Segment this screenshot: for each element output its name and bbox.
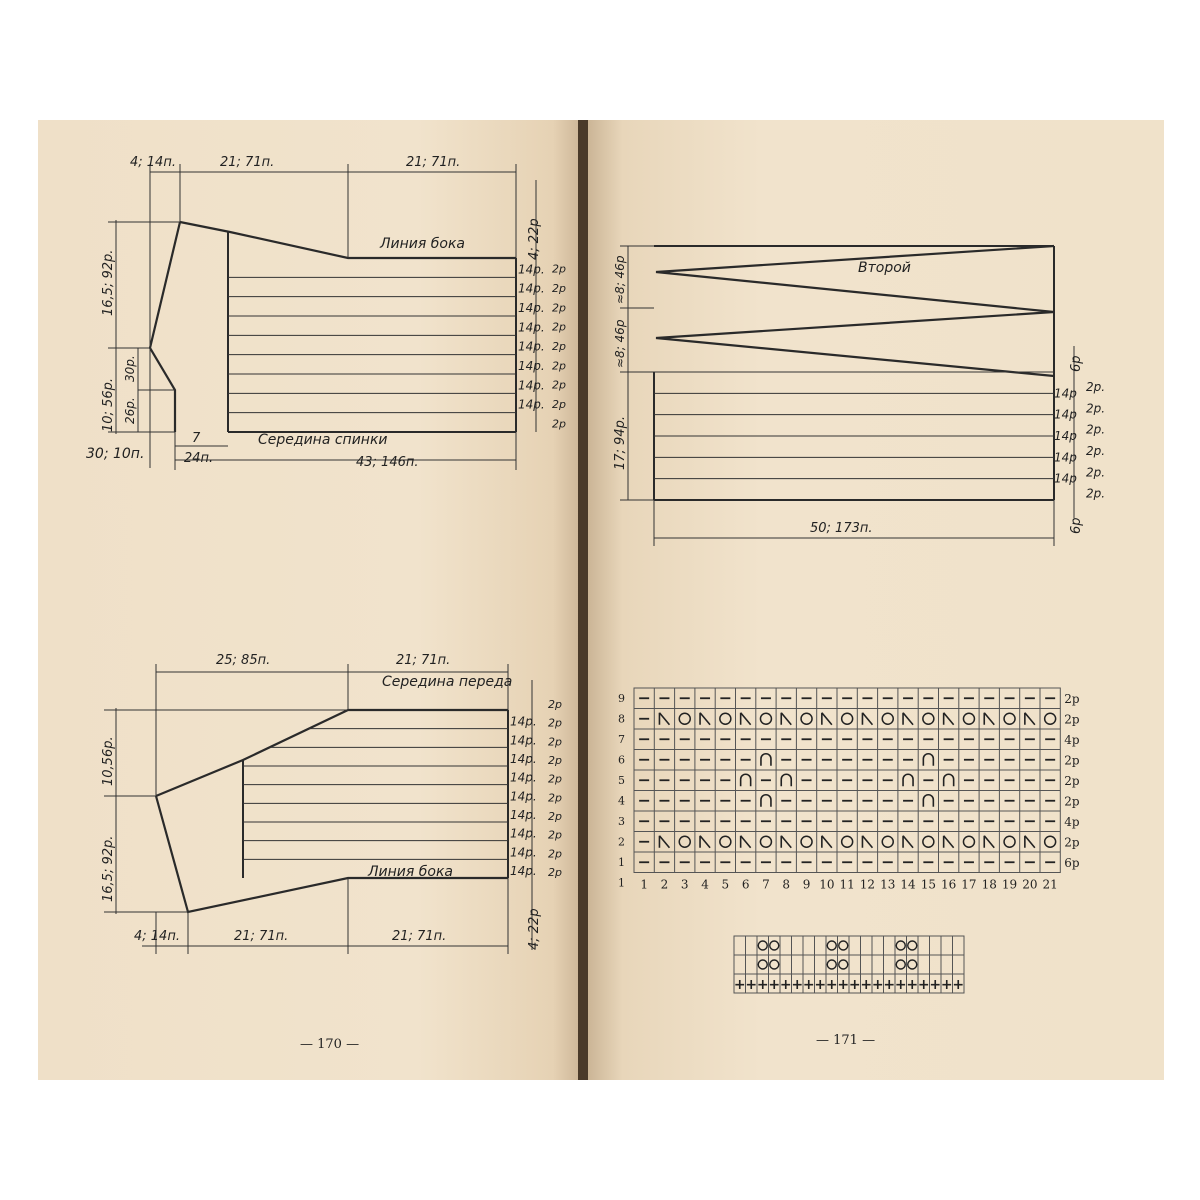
chart-row-number: 1 bbox=[618, 856, 625, 869]
small-chart-circle-symbol bbox=[827, 941, 836, 950]
yarn-over-symbol bbox=[882, 713, 893, 724]
yarn-over-symbol bbox=[801, 836, 812, 847]
back-row-mark: 14р. bbox=[518, 301, 545, 315]
decrease-symbol bbox=[781, 713, 791, 725]
decrease-symbol bbox=[741, 713, 751, 725]
front-row-mark: 14р. bbox=[510, 864, 537, 878]
right-page-diagrams bbox=[588, 120, 1164, 1080]
back-dim-bottom-2: 24п. bbox=[184, 451, 214, 466]
small-chart-plus-symbol: + bbox=[940, 977, 953, 993]
chart-col-number: 3 bbox=[680, 877, 689, 892]
small-chart-plus-symbol: + bbox=[917, 977, 930, 993]
decrease-symbol bbox=[659, 713, 669, 725]
chart-col-number: 20 bbox=[1022, 877, 1038, 892]
cable-symbol bbox=[761, 795, 771, 807]
cable-symbol bbox=[903, 774, 913, 786]
back-row-count: 2р bbox=[552, 282, 566, 295]
small-chart-plus-symbol: + bbox=[860, 977, 873, 993]
back-dim-top-3: 21; 71п. bbox=[406, 155, 461, 170]
chart-row-count: 2р bbox=[1064, 692, 1080, 706]
front-row-count: 2р bbox=[548, 772, 562, 786]
chart-row-number: 5 bbox=[618, 774, 625, 787]
decrease-symbol bbox=[1025, 836, 1035, 848]
yarn-over-symbol bbox=[720, 713, 731, 724]
back-dim-right-top: 4; 22р bbox=[527, 218, 542, 260]
back-row-mark: 14р. bbox=[518, 281, 545, 296]
small-chart-plus-symbol: + bbox=[825, 977, 838, 993]
back-row-mark: 14р. bbox=[518, 378, 545, 393]
cable-symbol bbox=[781, 774, 791, 786]
page-number-right: — 171 — bbox=[816, 1033, 876, 1048]
chart-row-number: 9 bbox=[618, 692, 625, 705]
back-row-mark: 14р. bbox=[518, 320, 545, 335]
small-chart-plus-symbol: + bbox=[883, 977, 896, 993]
chart-col-number: 15 bbox=[920, 877, 936, 892]
collar-row-mark: 14р bbox=[1054, 386, 1077, 401]
yarn-over-symbol bbox=[1004, 836, 1015, 847]
chart-row-count: 4р bbox=[1064, 733, 1080, 747]
yarn-over-symbol bbox=[842, 836, 853, 847]
back-dim-left-4: 26р. bbox=[123, 397, 137, 424]
chart-col-number: 9 bbox=[802, 877, 811, 892]
front-row-count: 2р bbox=[548, 716, 562, 730]
yarn-over-symbol bbox=[1045, 713, 1056, 724]
chart-col-number: 19 bbox=[1001, 877, 1018, 892]
front-row-count: 2р bbox=[548, 791, 562, 805]
chart-row-count: 2р bbox=[1064, 753, 1080, 768]
chart-row-count: 2р bbox=[1064, 835, 1080, 850]
chart-col-number: 1 bbox=[640, 877, 648, 892]
decrease-symbol bbox=[944, 713, 954, 725]
front-row-mark: 14р. bbox=[510, 845, 537, 860]
cable-symbol bbox=[923, 795, 933, 807]
small-chart-plus-symbol: + bbox=[871, 977, 884, 993]
back-row-count: 2р bbox=[552, 378, 566, 392]
decrease-symbol bbox=[741, 836, 751, 848]
chart-col-number: 5 bbox=[721, 877, 730, 892]
cable-symbol bbox=[944, 774, 954, 786]
cable-symbol bbox=[923, 754, 933, 766]
decrease-symbol bbox=[984, 713, 994, 725]
collar-row-count: 2р. bbox=[1086, 379, 1106, 394]
yarn-over-symbol bbox=[963, 713, 974, 724]
front-row-mark: 14р. bbox=[510, 789, 537, 804]
yarn-over-symbol bbox=[679, 713, 690, 724]
small-chart-circle-symbol bbox=[896, 960, 905, 969]
small-chart-plus-symbol: + bbox=[894, 977, 907, 993]
back-row-count: 2р bbox=[552, 340, 566, 353]
small-stitch-chart bbox=[734, 936, 964, 993]
chart-col-number: 6 bbox=[741, 877, 750, 892]
front-dim-bottom-3: 21; 71п. bbox=[392, 929, 447, 944]
decrease-symbol bbox=[700, 713, 710, 725]
front-row-mark: 14р. bbox=[510, 808, 537, 822]
decrease-symbol bbox=[903, 836, 913, 848]
yarn-over-symbol bbox=[760, 836, 771, 847]
small-chart-plus-symbol: + bbox=[837, 977, 850, 993]
small-chart-circle-symbol bbox=[908, 941, 917, 950]
collar-row-count: 2р. bbox=[1086, 486, 1106, 501]
chart-row-number: 7 bbox=[618, 733, 625, 746]
chart-col-number: 16 bbox=[941, 877, 957, 892]
back-row-count: 2р bbox=[552, 320, 566, 334]
yarn-over-symbol bbox=[801, 713, 812, 724]
front-row-mark: 14р. bbox=[510, 714, 537, 729]
decrease-symbol bbox=[700, 836, 710, 848]
left-page bbox=[38, 120, 580, 1080]
collar-pattern-diagram bbox=[613, 246, 1105, 546]
back-dim-bottom-4: 43; 146п. bbox=[356, 455, 419, 470]
front-row-count: 2р bbox=[548, 698, 562, 711]
cable-symbol bbox=[761, 754, 771, 766]
front-dim-left-2: 16,5; 92р. bbox=[101, 835, 116, 902]
front-row-count: 2р bbox=[548, 754, 562, 767]
front-row-mark: 14р. bbox=[510, 770, 537, 785]
back-row-count: 2р bbox=[552, 359, 566, 373]
right-page bbox=[588, 120, 1164, 1080]
back-center-label: Середина спинки bbox=[258, 432, 388, 448]
back-dim-left-3: 30р. bbox=[123, 355, 137, 382]
small-chart-plus-symbol: + bbox=[745, 977, 758, 993]
front-dim-right-bottom: 4; 22р bbox=[527, 908, 542, 950]
yarn-over-symbol bbox=[963, 836, 974, 847]
small-chart-plus-symbol: + bbox=[779, 977, 792, 993]
chart-col-number: 18 bbox=[981, 877, 997, 892]
small-chart-circle-symbol bbox=[839, 941, 848, 950]
back-dim-top-1: 4; 14п. bbox=[130, 155, 176, 170]
decrease-symbol bbox=[781, 836, 791, 848]
small-chart-plus-symbol: + bbox=[848, 977, 861, 993]
yarn-over-symbol bbox=[882, 836, 893, 847]
collar-dim-right-bottom: 6р bbox=[1069, 517, 1084, 534]
chart-col-number: 2 bbox=[660, 877, 669, 892]
front-row-count: 2р bbox=[548, 735, 562, 749]
chart-col-number: 13 bbox=[880, 877, 896, 892]
small-chart-plus-symbol: + bbox=[733, 977, 746, 993]
collar-dim-left-3: 17; 94р. bbox=[613, 416, 628, 470]
open-book-spread bbox=[38, 120, 1164, 1080]
small-chart-circle-symbol bbox=[758, 960, 767, 969]
yarn-over-symbol bbox=[1004, 713, 1015, 724]
decrease-symbol bbox=[822, 713, 832, 725]
front-row-count: 2р bbox=[548, 847, 562, 861]
chart-col-number: 11 bbox=[839, 877, 855, 892]
small-chart-plus-symbol: + bbox=[791, 977, 804, 993]
collar-row-mark: 14р bbox=[1054, 407, 1077, 422]
chart-row-count: 2р bbox=[1064, 712, 1080, 727]
back-dim-bottom-1: 7 bbox=[192, 431, 201, 446]
small-chart-plus-symbol: + bbox=[802, 977, 815, 993]
chart-col-number: 10 bbox=[819, 877, 835, 892]
left-page-diagrams bbox=[38, 120, 580, 1080]
decrease-symbol bbox=[1025, 713, 1035, 725]
collar-row-count: 2р. bbox=[1086, 401, 1106, 416]
chart-row-number: 8 bbox=[618, 712, 625, 726]
back-dim-bottom-3: 30; 10п. bbox=[86, 446, 145, 462]
yarn-over-symbol bbox=[720, 836, 731, 847]
small-chart-circle-symbol bbox=[758, 941, 767, 950]
chart-row-number: 2 bbox=[618, 835, 625, 849]
small-chart-plus-symbol: + bbox=[814, 977, 827, 993]
back-row-count: 2р bbox=[552, 262, 566, 276]
collar-label: Второй bbox=[858, 260, 911, 276]
front-row-count: 2р bbox=[548, 828, 562, 842]
decrease-symbol bbox=[944, 836, 954, 848]
front-dim-left-1: 10,56р. bbox=[101, 736, 116, 786]
small-chart-circle-symbol bbox=[770, 941, 779, 950]
yarn-over-symbol bbox=[1045, 836, 1056, 847]
chart-col-number: 8 bbox=[782, 877, 791, 892]
collar-dim-left-2: ≈8; 46р bbox=[613, 319, 627, 368]
decrease-symbol bbox=[903, 713, 913, 725]
decrease-symbol bbox=[862, 713, 872, 725]
back-row-count: 2р bbox=[552, 301, 566, 315]
collar-row-count: 2р. bbox=[1086, 443, 1106, 458]
small-chart-plus-symbol: + bbox=[768, 977, 781, 993]
front-row-mark: 14р. bbox=[510, 826, 537, 841]
chart-col-number: 17 bbox=[961, 877, 977, 892]
front-row-count: 2р bbox=[548, 810, 562, 823]
collar-dim-left-1: ≈8; 46р bbox=[613, 255, 627, 304]
small-chart-plus-symbol: + bbox=[952, 977, 965, 993]
chart-row-number: 6 bbox=[618, 753, 625, 767]
cable-symbol bbox=[741, 774, 751, 786]
small-chart-circle-symbol bbox=[770, 960, 779, 969]
small-chart-circle-symbol bbox=[839, 960, 848, 969]
back-dim-left-1: 16,5; 92р. bbox=[101, 249, 116, 316]
back-row-mark: 14р. bbox=[518, 262, 545, 277]
front-center-label: Середина переда bbox=[382, 674, 513, 690]
back-dim-top-2: 21; 71п. bbox=[220, 155, 275, 170]
collar-dim-bottom: 50; 173п. bbox=[810, 521, 873, 536]
chart-col-number: 12 bbox=[859, 877, 876, 892]
collar-dim-right: 6р bbox=[1069, 355, 1084, 372]
chart-row-count: 6р bbox=[1064, 856, 1080, 870]
decrease-symbol bbox=[659, 836, 669, 848]
yarn-over-symbol bbox=[842, 713, 853, 724]
front-row-mark: 14р. bbox=[510, 752, 537, 766]
chart-col-number: 4 bbox=[701, 877, 709, 892]
front-dim-bottom-2: 21; 71п. bbox=[234, 929, 289, 944]
chart-col-number: 7 bbox=[762, 877, 770, 892]
small-chart-plus-symbol: + bbox=[929, 977, 942, 993]
decrease-symbol bbox=[862, 836, 872, 848]
yarn-over-symbol bbox=[923, 836, 934, 847]
chart-row-count: 4р bbox=[1064, 815, 1080, 829]
yarn-over-symbol bbox=[679, 836, 690, 847]
chart-col-number: 21 bbox=[1042, 877, 1058, 892]
decrease-symbol bbox=[822, 836, 832, 848]
back-row-count: 2р bbox=[552, 417, 566, 431]
front-row-count: 2р bbox=[548, 866, 562, 879]
chart-col-number: 14 bbox=[900, 877, 916, 892]
small-chart-circle-symbol bbox=[908, 960, 917, 969]
decrease-symbol bbox=[984, 836, 994, 848]
back-row-mark: 14р. bbox=[518, 359, 545, 373]
chart-row-number: 3 bbox=[618, 815, 625, 828]
back-side-line-label: Линия бока bbox=[380, 236, 465, 252]
stitch-chart bbox=[618, 688, 1080, 892]
front-pattern-diagram bbox=[101, 653, 562, 954]
collar-row-mark: 14р bbox=[1054, 429, 1077, 443]
back-row-mark: 14р. bbox=[518, 339, 545, 354]
chart-row-count: 2р bbox=[1064, 774, 1080, 788]
yarn-over-symbol bbox=[923, 713, 934, 724]
small-chart-plus-symbol: + bbox=[906, 977, 919, 993]
page-number-left: — 170 — bbox=[300, 1037, 360, 1052]
small-chart-plus-symbol: + bbox=[756, 977, 769, 993]
chart-row-number: 1 bbox=[618, 876, 625, 890]
front-side-line-label: Линия бока bbox=[368, 864, 453, 880]
collar-row-count: 2р. bbox=[1086, 422, 1106, 437]
collar-row-mark: 14р bbox=[1054, 471, 1077, 486]
small-chart-circle-symbol bbox=[827, 960, 836, 969]
chart-row-number: 4 bbox=[618, 794, 625, 808]
front-dim-bottom-1: 4; 14п. bbox=[134, 929, 180, 944]
front-dim-top-2: 21; 71п. bbox=[396, 653, 451, 668]
back-pattern-diagram bbox=[86, 155, 566, 470]
front-row-mark: 14р. bbox=[510, 733, 537, 748]
back-dim-left-2: 10; 56р. bbox=[101, 378, 116, 432]
back-row-count: 2р bbox=[552, 398, 566, 411]
collar-row-mark: 14р bbox=[1054, 450, 1077, 465]
yarn-over-symbol bbox=[760, 713, 771, 724]
front-dim-top-1: 25; 85п. bbox=[216, 653, 271, 668]
small-chart-circle-symbol bbox=[896, 941, 905, 950]
chart-row-count: 2р bbox=[1064, 794, 1080, 809]
back-row-mark: 14р. bbox=[518, 397, 545, 412]
collar-row-count: 2р. bbox=[1086, 465, 1106, 480]
